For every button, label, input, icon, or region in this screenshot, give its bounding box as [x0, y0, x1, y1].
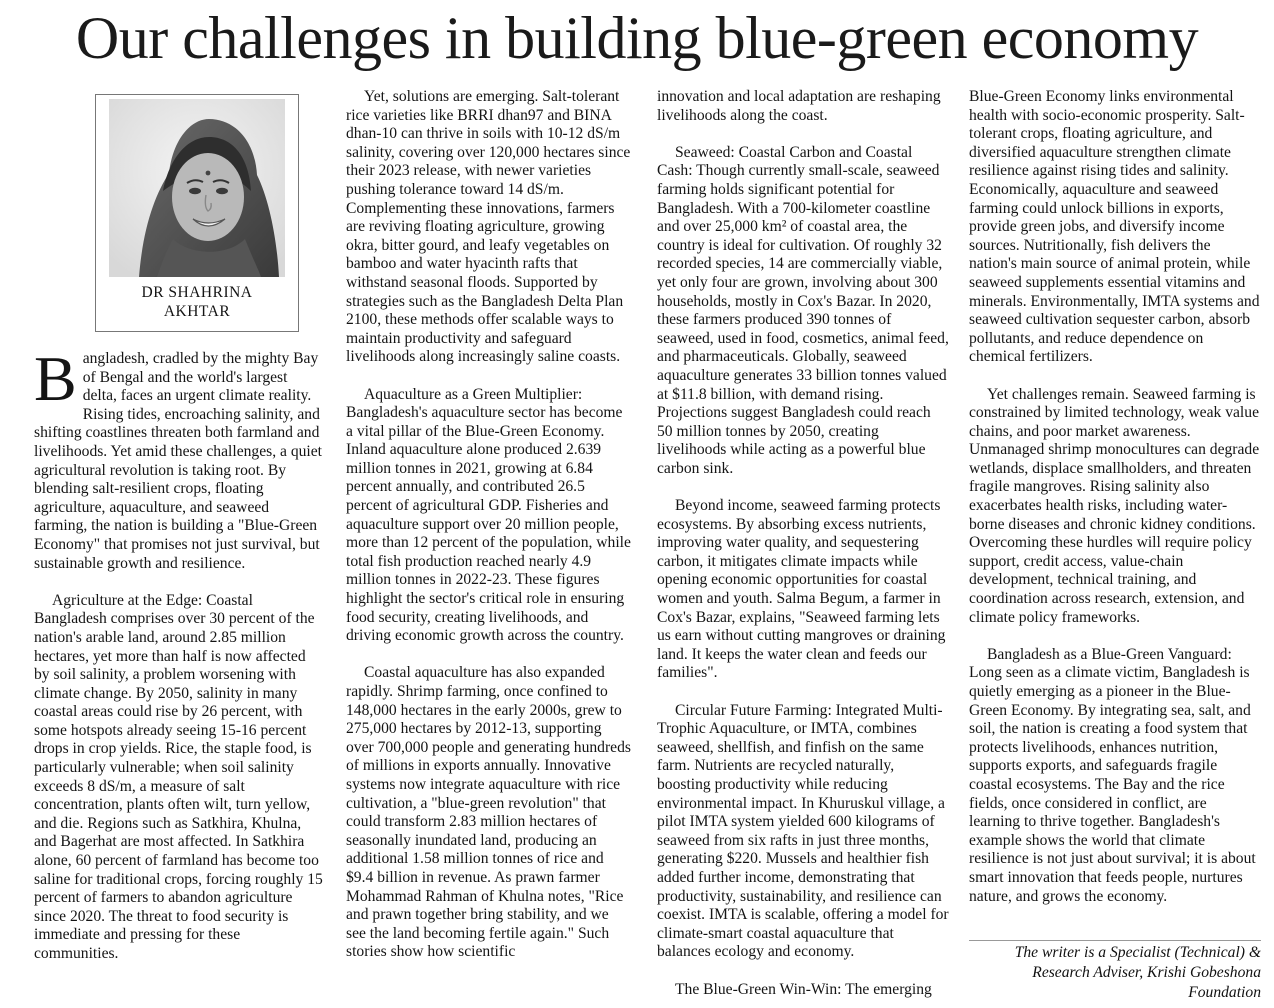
author-name: [96, 283, 298, 321]
column-4: [969, 88, 1261, 906]
paragraph: Agriculture at the Edge: Coastal Bangladesh comprises over 30 percent of the nation's arable land, around 2.85 million hectares, yet more than half is now affected by soil salinity, a problem worsening with climate change. By 2050, salinity in many coastal areas could rise by 26 percent, with some hotspots already seeing 15-16 percent drops in crop yields. Rice, the staple food, is particularly vulnerable; when soil salinity exceeds 8 dS/m, a measure of salt concentration, plants often wilt, turn yellow, and die. Regions such as Satkhira, Khulna, and Bagerhat are most affected. In Satkhira alone, 60 percent of farmland has become too saline for traditional crops, forcing roughly 15 percent of farmers to abandon agriculture since 2020. The threat to food security is immediate and pressing for these communities.: [34, 591, 323, 962]
paragraph: Bangladesh as a Blue-Green Vanguard: Long seen as a climate victim, Bangladesh is quietly emerging as a pioneer in the Blue-Green Economy. By integrating sea, salt, and soil, the nation is creating a food system that protects livelihoods, enhances nutrition, supports exports, and safeguards fragile coastal ecosystems. The Bay and the rice fields, once considered in conflict, are learning to thrive together. Bangladesh's example shows the world that climate resilience is not just about survival; it is about smart innovation that feeds people, nurtures nature, and grows the economy.: [969, 645, 1256, 905]
author-photo-box: [95, 94, 299, 332]
drop-cap: B: [34, 343, 77, 414]
paragraph: Aquaculture as a Green Multiplier: Bangladesh's aquaculture sector has become a vital pillar of the Blue-Green Economy. Inland aquaculture alone produced 2.639 million tonnes in 2021, growing at 6.84 percent annually, and contributed 26.5 percent of agricultural GDP. Fisheries and aquaculture support over 20 million people, more than 12 percent of the population, while total fish production reached nearly 4.9 million tonnes in 2022-23. These figures highlight the sector's critical role in ensuring food security, creating livelihoods, and driving economic growth across the country.: [346, 385, 631, 645]
paragraph: Yet, solutions are emerging. Salt-tolerant rice varieties like BRRI dhan97 and BINA dhan-10 can thrive in soils with 10-12 dS/m salinity, covering over 120,000 hectares since their 2023 release, with newer varieties pushing tolerance toward 14 dS/m. Complementing these innovations, farmers are reviving floating agriculture, growing okra, bitter gourd, and leafy vegetables on bamboo and water hyacinth rafts that withstand seasonal floods. Supported by strategies such as the Bangladesh Delta Plan 2100, these methods offer scalable ways to maintain productivity and safeguard livelihoods along increasingly saline coasts.: [346, 88, 631, 366]
writer-credit: The writer is a Specialist (Technical) & Research Adviser, Krishi Gobeshona Foundation: [969, 940, 1261, 1003]
paragraph-text: angladesh, cradled by the mighty Bay of Bengal and the world's largest delta, faces an urgent climate reality. Rising tides, encroaching salinity, and shifting coastlines threaten both farmland and livelihoods. Yet amid these challenges, a quiet agricultural revolution is taking root. By blending salt-resilient crops, floating agriculture, aquaculture, and seaweed farming, the nation is building a "Blue-Green Economy" that promises not just survival, but sustainable growth and resilience.: [34, 350, 322, 572]
paragraph: Seaweed: Coastal Carbon and Coastal Cash: Though currently small-scale, seaweed farming holds significant potential for Bangladesh. With a 700-kilometer coastline and over 25,000 km² of coastal area, the country is ideal for cultivation. Of roughly 32 recorded species, 14 are commercially viable, yet only four are grown, involving about 300 households, mostly in Cox's Bazar. In 2020, these farmers produced 390 tonnes of seaweed, used in food, cosmetics, animal feed, and pharmaceuticals. Globally, seaweed aquaculture generates 33 billion tonnes valued at $11.8 billion, with demand rising. Projections suggest Bangladesh could reach 50 million tonnes by 2050, creating livelihoods while acting as a powerful blue carbon sink.: [657, 143, 949, 477]
headline: Our challenges in building blue-green economy: [75, 5, 1199, 71]
paragraph: Beyond income, seaweed farming protects ecosystems. By absorbing excess nutrients, improving water quality, and sequestering carbon, it mitigates climate impacts while opening economic opportunities for coastal women and youth. Salma Begum, a farmer in Cox's Bazar, explains, "Seaweed farming lets us earn without cutting mangroves or draining land. It keeps the water clean and feeds our families".: [657, 497, 946, 682]
paragraph: Blue-Green Economy links environmental health with socio-economic prosperity. Salt-tolerant crops, floating agriculture, and diversified aquaculture strengthen climate resilience against rising tides and salinity. Economically, aquaculture and seaweed farming could unlock billions in exports, provide green jobs, and diversify income sources. Nutritionally, fish delivers the nation's main source of animal protein, while seaweed supplements essential vitamins and minerals. Environmentally, IMTA systems and seaweed cultivation sequester carbon, absorb pollutants, and reduce dependence on chemical fertilizers.: [969, 88, 1260, 366]
author-portrait: [109, 99, 285, 277]
paragraph: Yet challenges remain. Seaweed farming is constrained by limited technology, weak value chains, and poor market awareness. Unmanaged shrimp monocultures can degrade wetlands, displace smallholders, and threaten fragile mangroves. Rising salinity also exacerbates health risks, including water-borne diseases and chronic kidney conditions. Overcoming these hurdles will require policy support, credit access, value-chain development, technical training, and coordination across research, extension, and climate policy frameworks.: [969, 385, 1260, 626]
paragraph: innovation and local adaptation are reshaping livelihoods along the coast.: [657, 88, 941, 124]
author-name-line1: DR SHAHRINA: [141, 284, 253, 301]
paragraph: Circular Future Farming: Integrated Multi-Trophic Aquaculture, or IMTA, combines seaweed, shellfish, and finfish on the same farm. Nutrients are recycled naturally, boosting productivity while reducing environmental impact. In Khuruskul village, a pilot IMTA system yielded 600 kilograms of seaweed from six rafts in just three months, generating $220. Mussels and healthier fish added further income, demonstrating that productivity, sustainability, and resilience can coexist. IMTA is scalable, offering a model for climate-smart coastal aquaculture that balances ecology and economy.: [657, 701, 949, 961]
author-name-line2: AKHTAR: [163, 303, 231, 320]
column-3: [657, 88, 949, 999]
paragraph: Coastal aquaculture has also expanded rapidly. Shrimp farming, once confined to 148,000 hectares in the early 2000s, grew to 275,000 hectares by 2012-13, supporting over 700,000 people and generating hundreds of millions in exports annually. Innovative systems now integrate aquaculture with rice cultivation, a "blue-green revolution" that could transform 2.83 million hectares of seasonally inundated land, producing an additional 1.58 million tonnes of rice and $9.4 billion in revenue. As prawn farmer Mohammad Rahman of Khulna notes, "Rice and prawn together bring stability, and we see the land becoming fertile again." Such stories show how scientific: [346, 664, 631, 961]
paragraph: The Blue-Green Win-Win: The emerging: [675, 980, 932, 998]
column-2: [346, 88, 632, 962]
paragraph: [34, 343, 324, 573]
column-1: [34, 84, 324, 964]
